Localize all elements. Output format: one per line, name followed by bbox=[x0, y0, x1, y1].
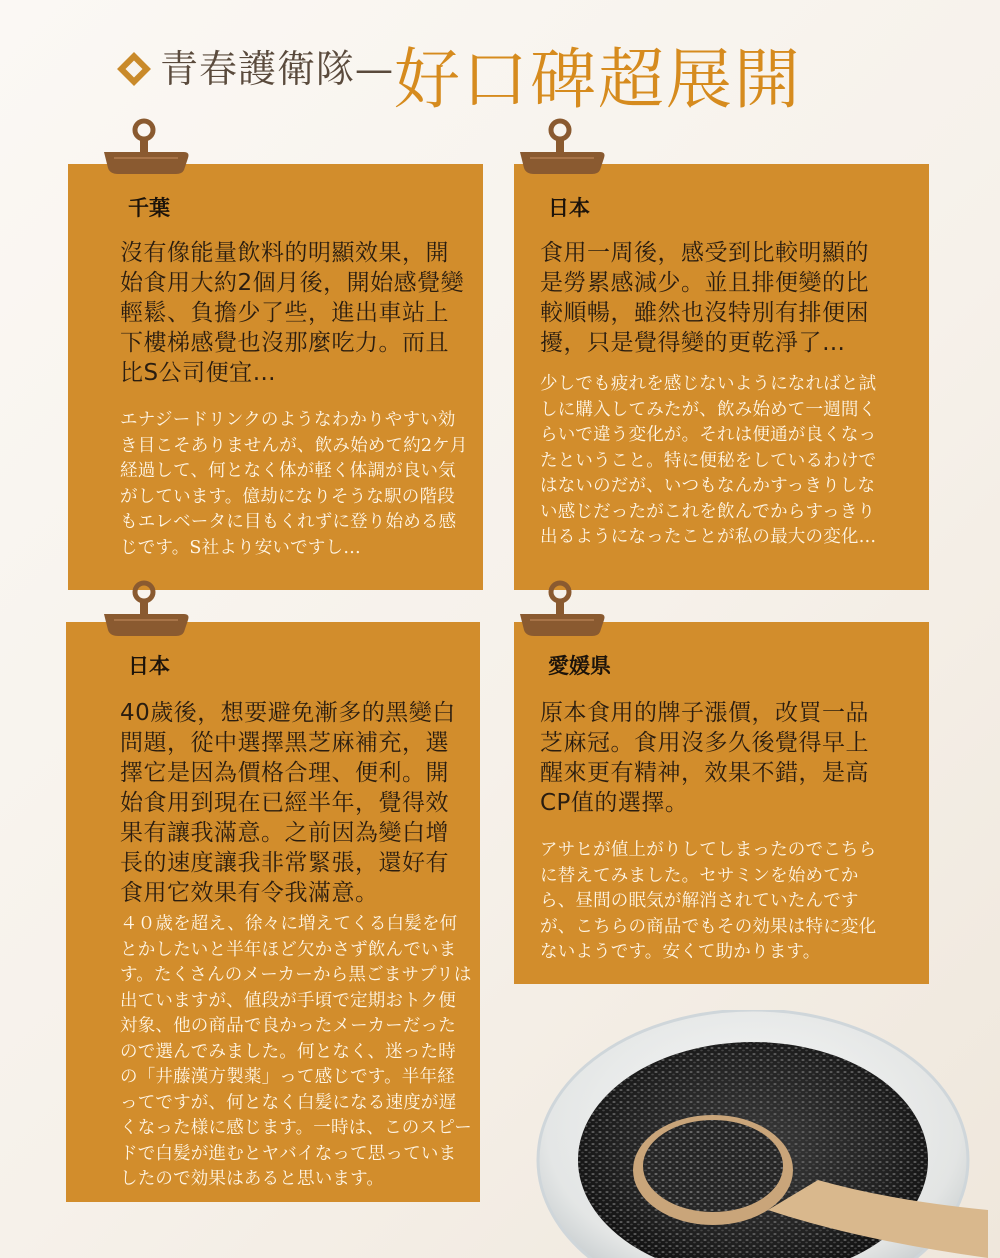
card-japanese-text: アサヒが値上がりしてしまったのでこちらに替えてみました。セサミンを始めてから、昼間の眠気が解消されていたんですが、こちらの商品でもその効果は特に変化ないようです。安くて助かります。 bbox=[540, 840, 877, 962]
binder-clip-icon bbox=[100, 580, 190, 640]
card-location: 愛媛県 bbox=[548, 654, 611, 678]
page-title: 好口碑超展開 bbox=[394, 41, 803, 118]
page-header bbox=[122, 38, 803, 118]
card-location: 千葉 bbox=[128, 196, 170, 220]
card-japanese-text: 少しでも疲れを感じないようになればと試しに購入してみたが、飲み始めて一週間くらいで違う変化が。それは便通が良くなったということ。特に便秘をしているわけではないのだが、いつもなんかすっきりしない感じだったがこれを飲んでからすっきり出るようになったことが私の最大の変化… bbox=[540, 374, 877, 547]
card-chinese-text: 食用一周後，感受到比較明顯的是勞累感減少。並且排便變的比較順暢，雖然也沒特別有排便困擾，只是覺得變的更乾淨了… bbox=[540, 240, 869, 356]
card-japanese-text: ４０歳を超え、徐々に増えてくる白髪を何とかしたいと半年ほど欠かさず飲んでいます。たくさんのメーカーから黒ごまサプリは出ていますが、値段が手頃で定期おトク便対象、他の商品で良かったメーカーだったので選んでみました。何となく、迷った時の「井藤漢方製薬」って感じです。半年経ってですが、何となく白髪になる速度が遅くなった様に感じます。一時は、このスピードで白髪が進むとヤバイなって思っていましたので効果はあると思います。 bbox=[120, 914, 472, 1189]
diamond-icon bbox=[117, 52, 151, 86]
card-chinese-text: 原本食用的牌子漲價，改買一品芝麻冠。食用沒多久後覺得早上醒來更有精神，效果不錯，是高CP值的選擇。 bbox=[540, 700, 869, 816]
card-location: 日本 bbox=[128, 654, 170, 678]
card-chinese-text: 40歲後，想要避免漸多的黑變白問題，從中選擇黑芝麻補充，選擇它是因為價格合理、便利。開始食用到現在已經半年，覺得效果有讓我滿意。之前因為變白增長的速度讓我非常緊張，還好有食用它效果有令我滿意。 bbox=[120, 700, 456, 906]
card-japanese-text: エナジードリンクのようなわかりやすい効き目こそありませんが、飲み始めて約2ケ月経過して、何となく体が軽く体調が良い気がしています。億劫になりそうな駅の階段もエレベータに目もくれずに登り始める感じです。S社より安いですし… bbox=[120, 410, 468, 558]
sesame-bowl-image bbox=[528, 1010, 988, 1258]
card-location: 日本 bbox=[548, 196, 590, 220]
binder-clip-icon bbox=[516, 580, 606, 640]
card-chinese-text: 沒有像能量飲料的明顯效果，開始食用大約2個月後，開始感覺變輕鬆、負擔少了些，進出車站上下樓梯感覺也沒那麼吃力。而且比S公司便宜… bbox=[120, 240, 465, 386]
binder-clip-icon bbox=[516, 118, 606, 178]
page-title-prefix: 青春護衛隊— bbox=[160, 47, 395, 91]
binder-clip-icon bbox=[100, 118, 190, 178]
